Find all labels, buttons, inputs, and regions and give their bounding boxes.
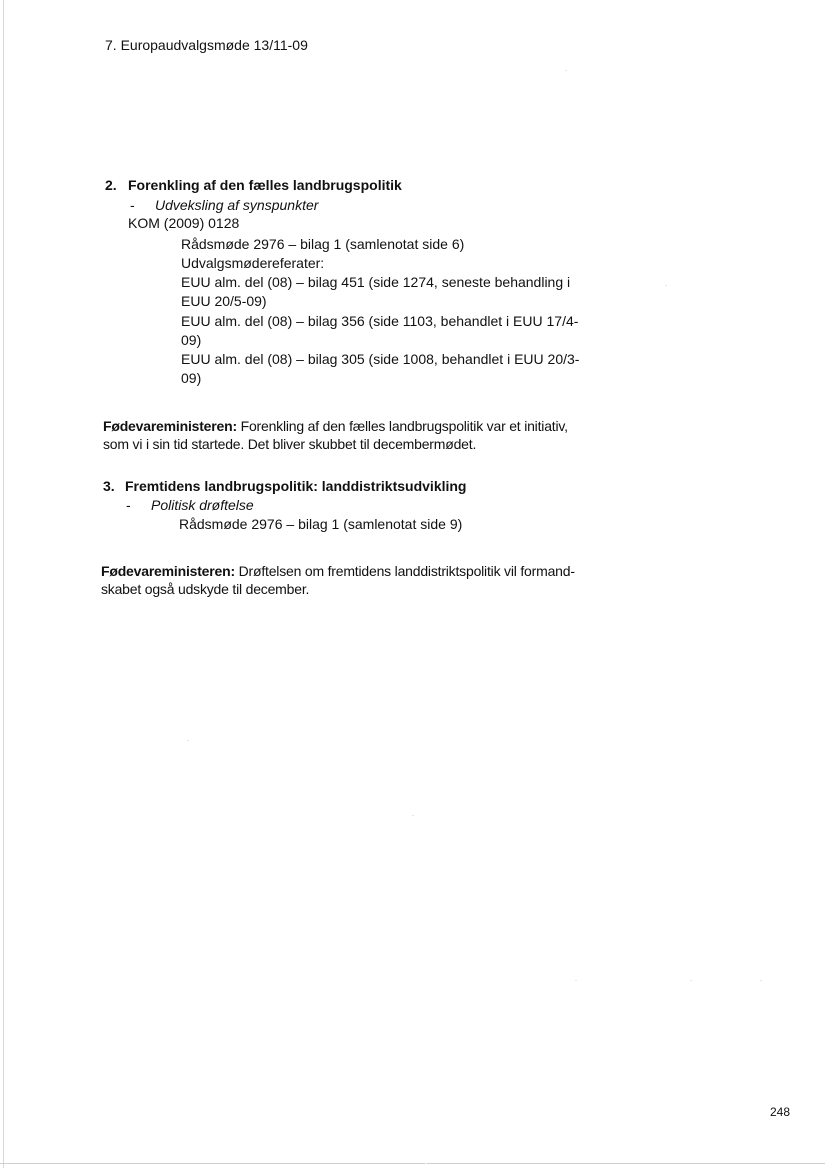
minister-statement-1-line1 (103, 417, 568, 435)
minister-statement-1-line2: som vi i sin tid startede. Det bliver skubbet til decembermødet. (103, 436, 477, 452)
scan-speck (565, 70, 567, 71)
item2-dash: - (130, 197, 135, 213)
minister-statement-2-line1 (101, 562, 575, 580)
item2-ref-line: Rådsmøde 2976 – bilag 1 (samlenotat side 6) (181, 236, 465, 252)
item2-title: Forenkling af den fælles landbrugspolitik (128, 177, 402, 193)
item2-ref-line: EUU 20/5-09) (181, 293, 267, 309)
minister-statement-2-line2: skabet også udskyde til december. (101, 581, 310, 597)
page-number: 248 (770, 1105, 791, 1119)
statement-text: Forenkling af den fælles landbrugspolitik var et initiativ, (236, 418, 568, 434)
item3-number: 3. (103, 478, 115, 494)
item2-ref-line: Udvalgsmødereferater: (181, 255, 325, 271)
scan-speck (665, 285, 667, 286)
item3-dash: - (126, 497, 131, 513)
item2-subtitle: Udveksling af synspunkter (155, 197, 319, 213)
scan-speck (760, 980, 762, 981)
scan-bottom-edge (0, 1163, 825, 1164)
scan-speck (690, 980, 692, 981)
item2-number: 2. (105, 177, 117, 193)
speaker-label: Fødevareministeren: (103, 418, 237, 434)
item2-ref-line: EUU alm. del (08) – bilag 356 (side 1103, behandlet i EUU 17/4- (181, 313, 579, 329)
scan-speck (575, 980, 577, 981)
item2-ref-line: 09) (181, 370, 202, 386)
item3-subtitle: Politisk drøftelse (151, 497, 254, 513)
item2-ref-line: EUU alm. del (08) – bilag 451 (side 1274, seneste behandling i (181, 274, 571, 290)
item2-ref-line: EUU alm. del (08) – bilag 305 (side 1008, behandlet i EUU 20/3- (181, 351, 580, 367)
item2-ref-line: 09) (181, 332, 202, 348)
speaker-label: Fødevareministeren: (101, 563, 235, 579)
item2-kom: KOM (2009) 0128 (128, 215, 240, 231)
item3-title: Fremtidens landbrugspolitik: landdistriktsudvikling (125, 478, 467, 494)
item3-ref: Rådsmøde 2976 – bilag 1 (samlenotat side 9) (179, 516, 463, 532)
statement-text: Drøftelsen om fremtidens landdistriktspolitik vil formand- (234, 563, 575, 579)
scan-speck (425, 1163, 427, 1164)
page-header: 7. Europaudvalgsmøde 13/11-09 (105, 37, 308, 53)
scan-left-edge (3, 0, 4, 1168)
scan-speck (187, 740, 189, 741)
scan-speck (412, 815, 414, 816)
